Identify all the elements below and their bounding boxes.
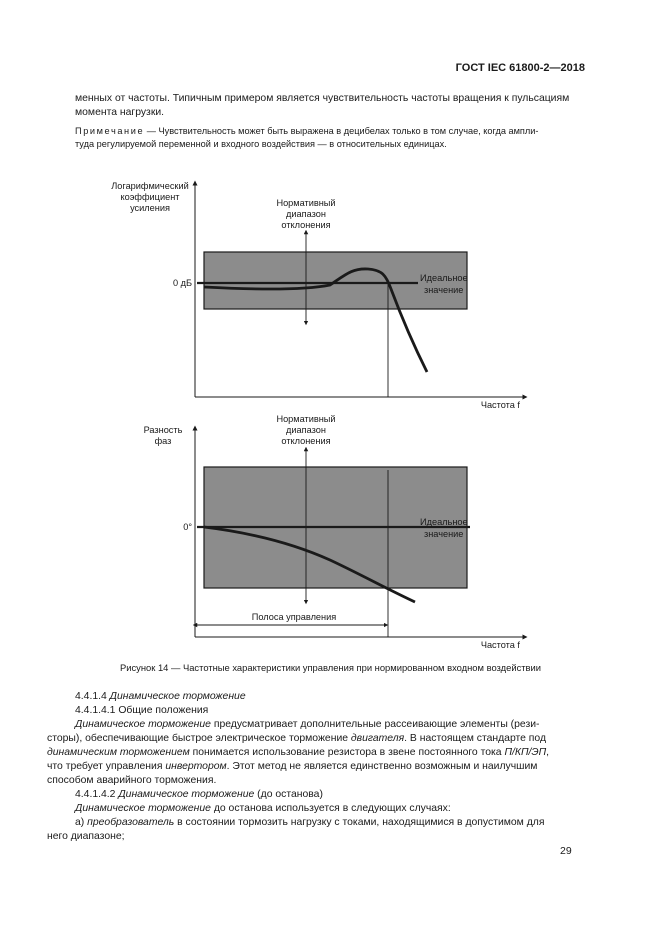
gain-x-axis-label: Частота f <box>480 400 520 410</box>
item-a-line-2: него диапазоне; <box>47 831 125 842</box>
section-title-2: Динамическое торможение <box>118 789 255 800</box>
phase-x-axis-label: Частота f <box>480 640 520 650</box>
para1-text-e: , <box>546 747 550 758</box>
para1-term-pdc: П/КП/ЭП <box>504 747 547 758</box>
gain-plot <box>111 181 525 410</box>
para1-line-2 <box>47 732 585 747</box>
section-title-rest: (до останова) <box>254 789 323 800</box>
note-label: Примечание <box>75 126 145 136</box>
section-number-2: 4.4.1.4.2 <box>75 789 119 800</box>
gain-y-axis-label-3: усиления <box>130 203 170 213</box>
intro-line-1: менных от частоты. Типичным примером является чувствительность частоты вращения к пульсациям <box>75 93 570 104</box>
section-title: Динамическое торможение <box>109 691 246 702</box>
para1-line-3 <box>47 746 585 761</box>
gain-ideal-label-1: Идеальное <box>420 273 468 283</box>
gain-y-axis-label-2: коэффициент <box>120 192 180 202</box>
phase-y-axis-label-1: Разность <box>143 425 183 435</box>
section-4-4-1-4-1: 4.4.1.4.1 Общие положения <box>75 705 209 716</box>
para2-text: до останова используется в следующих случаях: <box>210 803 451 814</box>
item-a-term: преобразователь <box>87 817 175 828</box>
gain-band-label-3: отклонения <box>281 220 331 230</box>
phase-zero-label: 0° <box>183 522 192 532</box>
note-text-1: — Чувствительность может быть выражена в децибелах только в том случае, когда ампли- <box>144 126 539 136</box>
section-4-4-1-4-2 <box>75 788 323 803</box>
para1-text-b: сторы), обеспечивающие быстрое электрическое торможение <box>47 733 351 744</box>
phase-y-axis-label-2: фаз <box>154 436 172 446</box>
para1-text-a: предусматривает дополнительные рассеивающие элементы (рези- <box>210 719 540 730</box>
phase-band-label-1: Нормативный <box>276 414 336 424</box>
para1-line-4 <box>47 760 585 775</box>
para1-line-1 <box>75 718 585 733</box>
para1-term: Динамическое торможение <box>75 719 211 730</box>
gain-y-axis-label-1: Логарифмический <box>111 181 189 191</box>
para2 <box>75 802 451 817</box>
item-a-line-1 <box>75 816 585 831</box>
standard-header: ГОСТ IEC 61800-2—2018 <box>455 62 585 74</box>
page-number: 29 <box>560 845 572 857</box>
gain-band-label-2: диапазон <box>286 209 326 219</box>
para1-term-motor: двигателя <box>350 733 405 744</box>
phase-ideal-label-1: Идеальное <box>420 517 468 527</box>
section-number: 4.4.1.4 <box>75 691 110 702</box>
para1-term-inverter: инвертором <box>165 761 227 772</box>
figure-caption: Рисунок 14 — Частотные характеристики управления при нормированном входном воздействии <box>120 662 541 673</box>
note-line-2: туда регулируемой переменной и входного воздействия — в относительных единицах. <box>75 139 447 149</box>
section-4-4-1-4 <box>75 690 246 705</box>
para1-text-c: . В настоящем стандарте под <box>404 733 547 744</box>
phase-band-label-3: отклонения <box>281 436 331 446</box>
phase-ideal-label-2: значение <box>424 529 464 539</box>
para1-term-dyn: динамическим торможением <box>47 747 190 758</box>
para2-term: Динамическое торможение <box>75 803 211 814</box>
para1-line-5: способом аварийного торможения. <box>47 775 217 786</box>
bandwidth-label: Полоса управления <box>251 612 337 622</box>
phase-plot <box>144 414 525 650</box>
phase-band-label-2: диапазон <box>286 425 326 435</box>
intro-line-2: момента нагрузки. <box>75 107 165 118</box>
gain-band-label-1: Нормативный <box>276 198 336 208</box>
para1-text-d: понимается использование резистора в звене постоянного тока <box>189 747 505 758</box>
item-a-text: в состоянии тормозить нагрузку с токами, находящимися в допустимом для <box>174 817 545 828</box>
para1-text-f: что требует управления <box>47 761 166 772</box>
gain-zero-label: 0 дБ <box>172 278 192 288</box>
gain-ideal-label-2: значение <box>424 285 464 295</box>
para1-text-g: . Этот метод не является единственно возможным и наилучшим <box>226 761 538 772</box>
item-a-marker: а) <box>75 817 88 828</box>
